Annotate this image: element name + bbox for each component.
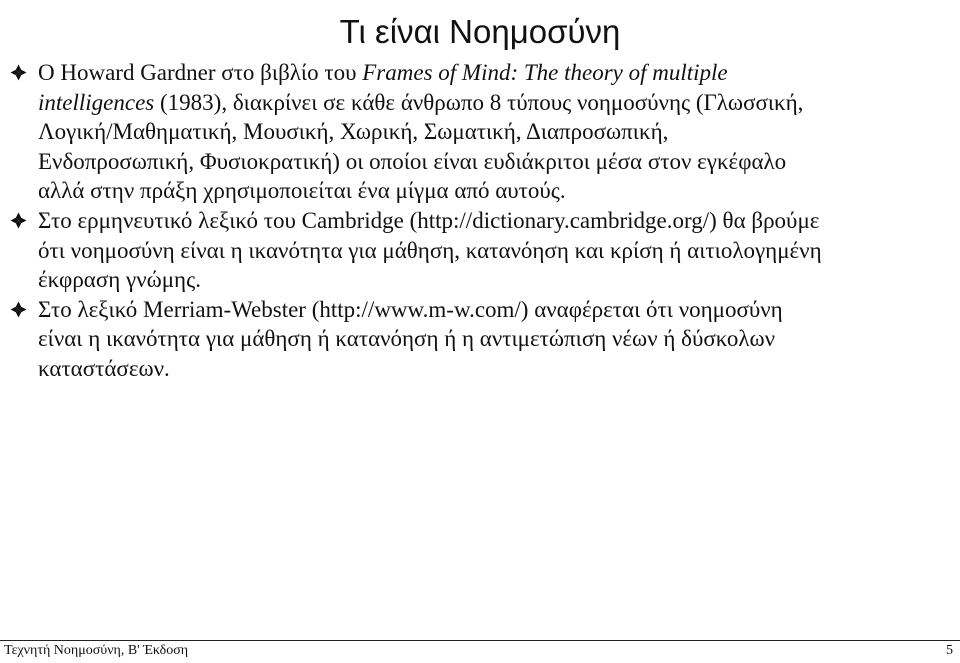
footer-book-title: Τεχνητή Νοημοσύνη, Β' Έκδοση [4, 643, 189, 658]
bullet-item-merriam-webster [38, 295, 933, 384]
bullet-line: έκφραση γνώμης. [38, 267, 201, 293]
bullet-line: Στο ερμηνευτικό λεξικό του Cambridge (http://dictionary.cambridge.org/) θα βρούμε [38, 207, 820, 233]
footer-divider [0, 640, 960, 641]
bullet-line: Λογική/Μαθηματική, Μουσική, Χωρική, Σωματική, Διαπροσωπική, [38, 119, 669, 145]
bullet-line: Στο λεξικό Merriam-Webster (http://www.m-w.com/) αναφέρεται ότι νοημοσύνη [38, 296, 783, 322]
bullet-list [38, 58, 933, 384]
bullet-line: Ο Howard Gardner στο βιβλίο του Frames of Mind: The theory of multiple [38, 60, 728, 85]
bullet-line: αλλά στην πράξη χρησιμοποιείται ένα μίγμα από αυτούς. [38, 178, 566, 204]
bullet-line: Ενδοπροσωπική, Φυσιοκρατική) οι οποίοι είναι ευδιάκριτοι μέσα στον εγκέφαλο [38, 148, 787, 174]
bullet-line: είναι η ικανότητα για μάθηση ή κατανόηση ή η αντιμετώπιση νέων ή δύσκολων [38, 326, 776, 352]
slide-title: Τι είναι Νοημοσύνη [339, 13, 621, 50]
footer-page-number: 5 [946, 643, 953, 658]
diamond-bullet-icon [10, 212, 27, 229]
bullet-line: ότι νοημοσύνη είναι η ικανότητα για μάθηση, κατανόηση και κρίση ή αιτιολογημένη [38, 237, 822, 263]
diamond-bullet-icon [10, 301, 27, 318]
bullet-item-cambridge [38, 206, 933, 295]
bullet-line: καταστάσεων. [38, 355, 170, 381]
bullet-line: intelligences (1983), διακρίνει σε κάθε άνθρωπο 8 τύπους νοημοσύνης (Γλωσσική, [38, 89, 804, 115]
diamond-bullet-icon [10, 64, 27, 81]
bullet-item-gardner [38, 58, 933, 206]
